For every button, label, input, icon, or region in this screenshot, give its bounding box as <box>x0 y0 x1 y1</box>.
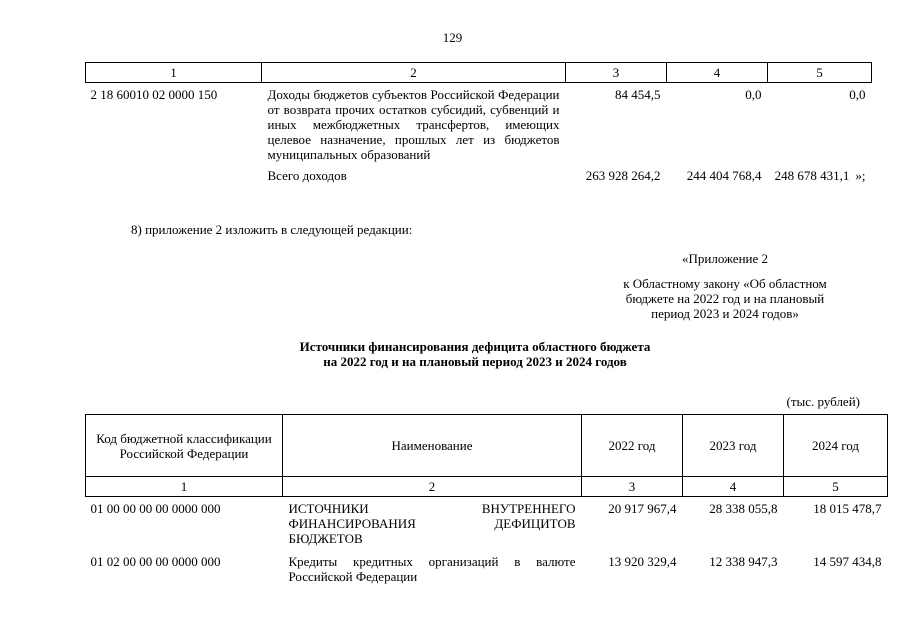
header-2023: 2023 год <box>683 415 784 477</box>
total-label: Всего доходов <box>267 168 347 183</box>
value-2022: 84 454,5 <box>615 87 661 102</box>
total-2022: 263 928 264,2 <box>585 168 661 183</box>
appendix-line: бюджете на 2022 год и на плановый <box>625 291 825 306</box>
appendix-line: к Областному закону «Об областном <box>623 276 827 291</box>
column-number: 5 <box>768 63 872 83</box>
amendment-paragraph: 8) приложение 2 изложить в следующей редакции: <box>131 222 413 237</box>
total-2024: 248 678 431,1 <box>774 168 850 183</box>
table-row <box>86 546 888 584</box>
budget-code: 01 02 00 00 00 0000 000 <box>90 554 221 569</box>
appendix-line: период 2023 и 2024 годов» <box>651 306 799 321</box>
appendix-label: «Приложение 2 <box>681 251 769 266</box>
total-2023: 244 404 768,4 <box>686 168 762 183</box>
income-table <box>85 62 872 183</box>
column-number: 1 <box>86 63 262 83</box>
closing-quote: »; <box>855 168 866 183</box>
table-header-row <box>86 63 872 83</box>
value-2024: 18 015 478,7 <box>813 501 882 516</box>
title-line: на 2022 год и на плановый период 2023 и 2024 годов <box>323 354 627 369</box>
header-name: Наименование <box>283 415 582 477</box>
total-row <box>86 162 872 183</box>
budget-code: 2 18 60010 02 0000 150 <box>90 87 218 102</box>
section-title <box>0 339 905 369</box>
column-number: 5 <box>784 477 888 497</box>
column-number: 3 <box>566 63 667 83</box>
appendix-reference <box>560 276 890 321</box>
total-2024-cell <box>768 162 872 183</box>
column-number: 2 <box>262 63 566 83</box>
value-2024: 14 597 434,8 <box>813 554 882 569</box>
table-row <box>86 83 872 163</box>
column-number: 4 <box>683 477 784 497</box>
value-2024: 0,0 <box>849 87 866 102</box>
page-number: 129 <box>442 30 463 45</box>
column-number: 3 <box>582 477 683 497</box>
source-name: ИСТОЧНИКИ ВНУТРЕННЕГО ФИНАНСИРОВАНИЯ ДЕФИЦИТОВ БЮДЖЕТОВ <box>288 501 576 546</box>
table-header-row <box>86 415 888 477</box>
column-number-row <box>86 477 888 497</box>
value-2023: 0,0 <box>745 87 762 102</box>
value-2022: 13 920 329,4 <box>608 554 677 569</box>
income-name: Доходы бюджетов субъектов Российской Федерации от возврата прочих остатков субсидий, субвенций и иных межбюджетных трансфертов, имеющих целевое назначение, прошлых лет из бюджетов муниципальных образований <box>267 87 560 162</box>
column-number: 2 <box>283 477 582 497</box>
column-number: 1 <box>86 477 283 497</box>
header-2022: 2022 год <box>582 415 683 477</box>
source-name: Кредиты кредитных организаций в валюте Российской Федерации <box>288 554 576 584</box>
value-2023: 12 338 947,3 <box>709 554 778 569</box>
financing-sources-table <box>85 414 888 584</box>
table-row <box>86 497 888 547</box>
header-2024: 2024 год <box>784 415 888 477</box>
title-line: Источники финансирования дефицита областного бюджета <box>299 339 651 354</box>
column-number: 4 <box>667 63 768 83</box>
value-2022: 20 917 967,4 <box>608 501 677 516</box>
budget-code: 01 00 00 00 00 0000 000 <box>90 501 221 516</box>
units-label: (тыс. рублей) <box>786 394 860 409</box>
value-2023: 28 338 055,8 <box>709 501 778 516</box>
header-code: Код бюджетной классификации Российской Федерации <box>86 415 283 477</box>
